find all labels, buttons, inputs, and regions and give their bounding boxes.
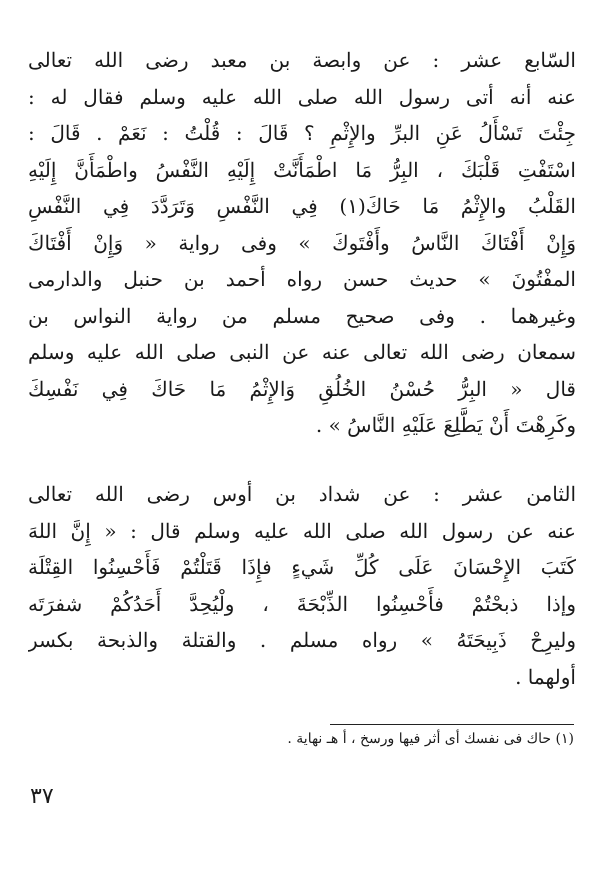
text-line: وغيرهما . وفى صحيح مسلم من رواية النواس بن	[28, 303, 576, 328]
text-line: عنه عن رسول الله صلى الله عليه وسلم قال : « إِنَّ اللهَ	[28, 518, 576, 543]
footnote-divider	[330, 724, 574, 725]
text-line: كَتَبَ الإِحْسَانَ عَلَى كُلِّ شَيءٍ فإِذَا قَتَلْتُمْ فَأَحْسِنُوا القِتْلَة	[28, 555, 576, 579]
text-line: اسْتَفْتِ قَلْبَكَ ، البِرُّ مَا اطْمَأَنَّتْ إِلَيْهِ النَّفْسُ واطْمَأَنَّ إِلَيْهِ	[28, 157, 576, 182]
text-line: القَلْبُ والإِثْمُ مَا حَاكَ(١) فِي النَّفْسِ وَتَرَدَّدَ فِي النَّفْسِ	[28, 194, 576, 218]
text-line: عنه أنه أتى رسول الله صلى الله عليه وسلم فقال له :	[28, 84, 576, 109]
page-number: ٣٧	[30, 784, 54, 809]
text-line: وليرِحْ ذَبِيحَتَهُ » رواه مسلم . والقتلة والذبحة بكسر	[28, 628, 576, 652]
text-line: جِئْتَ تَسْأَلُ عَنِ البرِّ والإِثْمِ ؟ قَالَ : قُلْتُ : نَعَمْ . قَالَ :	[28, 121, 576, 145]
text-line: الثامن عشر : عن شداد بن أوس رضى الله تعالى	[28, 482, 576, 506]
text-line: السّابع عشر : عن وابصة بن معبد رضى الله تعالى	[28, 48, 576, 72]
section-eighteenth-hadith	[28, 476, 576, 695]
footnote: (١) حاك فى نفسك أى أثر فيها ورسخ ، أ هـ نهاية .	[287, 731, 574, 747]
text-line: المفْتُونَ » حديث حسن رواه أحمد بن حنبل والدارمى	[28, 267, 576, 291]
text-line: وكَرِهْتَ أَنْ يَطَّلِعَ عَلَيْهِ النَّاسُ » .	[315, 413, 576, 437]
section-seventeenth-hadith	[28, 42, 576, 444]
text-line: أولهما .	[515, 664, 576, 689]
text-line: وإذا ذبحْتُمْ فأَحْسِنُوا الذِّبْحَةَ ، ولْيُحِدَّ أَحَدُكُمْ شفرَتَه	[28, 591, 576, 616]
text-line: سمعان رضى الله تعالى عنه عن النبى صلى الله عليه وسلم	[28, 340, 576, 364]
text-line: وَإِنْ أَفْتَاكَ النَّاسُ وأَفْتَوكَ » وفى رواية « وَإِنْ أَفْتَاكَ	[28, 230, 576, 255]
text-line: قال « البِرُّ حُسْنُ الخُلُقِ وَالإِثْمُ مَا حَاكَ فِي نَفْسِكَ	[28, 376, 576, 401]
